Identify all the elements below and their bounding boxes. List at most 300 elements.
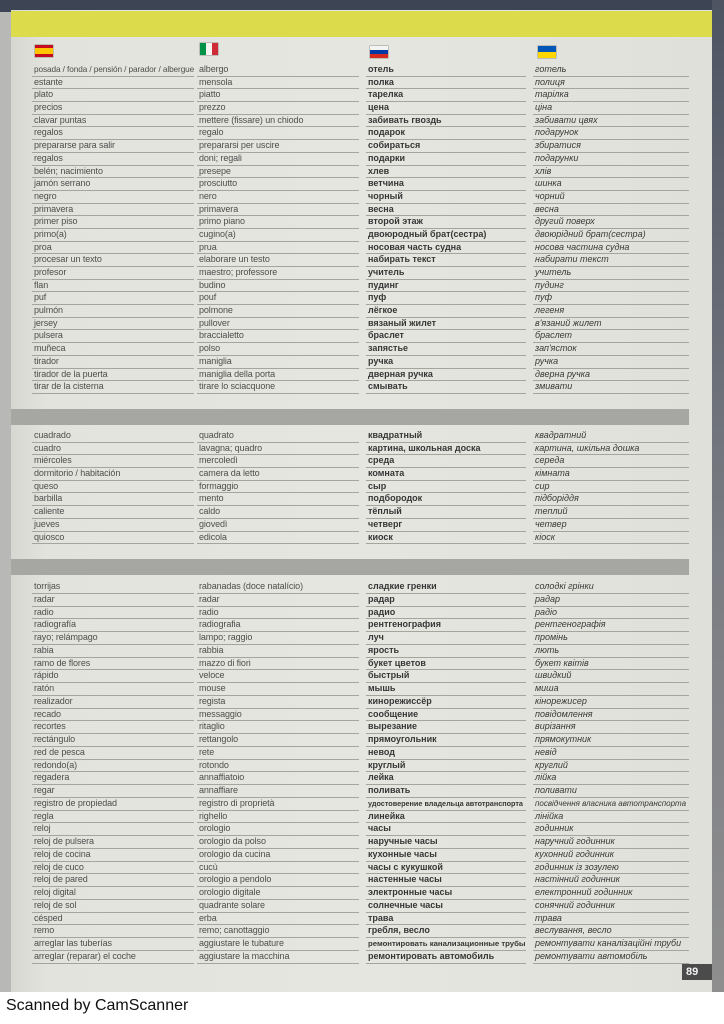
spanish-term: césped (32, 913, 194, 926)
russian-term: хлев (366, 166, 526, 179)
russian-term: подарок (366, 127, 526, 140)
spanish-term: cuadrado (32, 430, 194, 443)
spanish-term: tirador (32, 356, 194, 369)
table-row (0, 951, 724, 964)
table-row (0, 519, 724, 532)
ukrainian-term: двоюрідний брат(сестра) (533, 229, 689, 242)
ukrainian-term: вирізання (533, 721, 689, 734)
italian-term: rettangolo (197, 734, 359, 747)
table-row (0, 747, 724, 760)
russian-term: прямоугольник (366, 734, 526, 747)
table-row (0, 242, 724, 255)
spanish-term: pulsera (32, 330, 194, 343)
italian-term: nero (197, 191, 359, 204)
table-row (0, 532, 724, 545)
ukrainian-term: четвер (533, 519, 689, 532)
russian-term: отель (366, 64, 526, 77)
table-row (0, 874, 724, 887)
italian-term: cugino(a) (197, 229, 359, 242)
table-row (0, 734, 724, 747)
spanish-term: primo(a) (32, 229, 194, 242)
italian-term: remo; canottaggio (197, 925, 359, 938)
ukrainian-term: поливати (533, 785, 689, 798)
russian-term: учитель (366, 267, 526, 280)
russian-term: подарки (366, 153, 526, 166)
russian-term: четверг (366, 519, 526, 532)
spanish-term: regalos (32, 153, 194, 166)
ukrainian-term: ремонтувати каналізаційні труби (533, 938, 689, 951)
russian-term: кухонные часы (366, 849, 526, 862)
table-row (0, 683, 724, 696)
spanish-term: rectángulo (32, 734, 194, 747)
spanish-term: ramo de flores (32, 658, 194, 671)
camscanner-watermark: Scanned by CamScanner (6, 997, 189, 1014)
spanish-term: torrijas (32, 581, 194, 594)
russian-term: второй этаж (366, 216, 526, 229)
russian-term: наручные часы (366, 836, 526, 849)
italian-term: edicola (197, 532, 359, 545)
italian-term: mercoledì (197, 455, 359, 468)
italian-term: orologio digitale (197, 887, 359, 900)
russian-term: лёгкое (366, 305, 526, 318)
ukrainian-term: лійка (533, 772, 689, 785)
italian-term: tirare lo sciacquone (197, 381, 359, 394)
spanish-term: prepararse para salir (32, 140, 194, 153)
italian-term: quadrante solare (197, 900, 359, 913)
ukrainian-term: прямокутник (533, 734, 689, 747)
italian-term: mettere (fissare) un chiodo (197, 115, 359, 128)
ukrainian-term: квадратний (533, 430, 689, 443)
spanish-term: radio (32, 607, 194, 620)
russian-term: сообщение (366, 709, 526, 722)
table-row (0, 481, 724, 494)
russian-term: полка (366, 77, 526, 90)
table-row (0, 115, 724, 128)
russian-term: комната (366, 468, 526, 481)
spanish-term: puf (32, 292, 194, 305)
russian-term: чорный (366, 191, 526, 204)
italian-term: pullover (197, 318, 359, 331)
spanish-term: radiografía (32, 619, 194, 632)
spanish-term: radar (32, 594, 194, 607)
ukrainian-term: шинка (533, 178, 689, 191)
table-row (0, 330, 724, 343)
spanish-term: tirar de la cisterna (32, 381, 194, 394)
russian-term: вязаный жилет (366, 318, 526, 331)
table-row (0, 369, 724, 382)
russian-term: часы (366, 823, 526, 836)
italian-term: camera da letto (197, 468, 359, 481)
spanish-term: pulmón (32, 305, 194, 318)
ukrainian-term: миша (533, 683, 689, 696)
russia-flag-icon (370, 46, 388, 58)
spanish-term: reloj (32, 823, 194, 836)
table-row (0, 645, 724, 658)
ukrainian-term: наручний годинник (533, 836, 689, 849)
italian-term: messaggio (197, 709, 359, 722)
italian-term: radar (197, 594, 359, 607)
russian-term: тёплый (366, 506, 526, 519)
ukrainian-term: трава (533, 913, 689, 926)
table-row (0, 318, 724, 331)
russian-term: тарелка (366, 89, 526, 102)
spanish-term: reloj de sol (32, 900, 194, 913)
table-row (0, 938, 724, 951)
spanish-term: registro de propiedad (32, 798, 194, 811)
spanish-term: muñeca (32, 343, 194, 356)
table-row (0, 493, 724, 506)
spanish-term: rayo; relámpago (32, 632, 194, 645)
ukrainian-term: ремонтувати автомобіль (533, 951, 689, 964)
russian-term: двоюродный брат(сестра) (366, 229, 526, 242)
russian-term: букет цветов (366, 658, 526, 671)
table-row (0, 619, 724, 632)
ukrainian-term: теплий (533, 506, 689, 519)
italian-term: lampo; raggio (197, 632, 359, 645)
russian-term: удостоверение владельца автотранспорта (366, 798, 526, 811)
table-row (0, 191, 724, 204)
russian-term: ремонтировать автомобиль (366, 951, 526, 964)
spanish-term: caliente (32, 506, 194, 519)
table-row (0, 760, 724, 773)
italian-term: erba (197, 913, 359, 926)
table-row (0, 305, 724, 318)
russian-term: носовая часть судна (366, 242, 526, 255)
spanish-term: primavera (32, 204, 194, 217)
spanish-term: tirador de la puerta (32, 369, 194, 382)
italian-term: albergo (197, 64, 359, 77)
italian-term: orologio da polso (197, 836, 359, 849)
spanish-term: jersey (32, 318, 194, 331)
russian-term: гребля, весло (366, 925, 526, 938)
ukrainian-term: тарілка (533, 89, 689, 102)
italian-term: polmone (197, 305, 359, 318)
ukrainian-term: круглий (533, 760, 689, 773)
italian-term: elaborare un testo (197, 254, 359, 267)
spanish-term: flan (32, 280, 194, 293)
ukrainian-term: кімната (533, 468, 689, 481)
ukrainian-term: забивати цвях (533, 115, 689, 128)
italian-term: quadrato (197, 430, 359, 443)
russian-term: мышь (366, 683, 526, 696)
ukrainian-term: чорний (533, 191, 689, 204)
russian-term: сыр (366, 481, 526, 494)
ukrainian-term: промінь (533, 632, 689, 645)
table-row (0, 785, 724, 798)
table-row (0, 140, 724, 153)
russian-term: весна (366, 204, 526, 217)
ukrainian-term: в'язаний жилет (533, 318, 689, 331)
ukrainian-term: годинник із зозулею (533, 862, 689, 875)
russian-term: цена (366, 102, 526, 115)
ukrainian-term: подарунок (533, 127, 689, 140)
ukrainian-term: веслування, весло (533, 925, 689, 938)
table-row (0, 166, 724, 179)
spanish-term: reloj de cocina (32, 849, 194, 862)
table-row (0, 229, 724, 242)
table-row (0, 849, 724, 862)
spanish-term: recortes (32, 721, 194, 734)
spanish-term: estante (32, 77, 194, 90)
italian-term: mensola (197, 77, 359, 90)
russian-term: дверная ручка (366, 369, 526, 382)
table-row (0, 77, 724, 90)
spanish-term: remo (32, 925, 194, 938)
spanish-term: procesar un texto (32, 254, 194, 267)
spanish-term: realizador (32, 696, 194, 709)
russian-term: картина, школьная доска (366, 443, 526, 456)
ukrainian-term: зап'ясток (533, 343, 689, 356)
ukrainian-term: сонячний годинник (533, 900, 689, 913)
italian-term: annaffiatoio (197, 772, 359, 785)
spanish-term: regla (32, 811, 194, 824)
ukrainian-term: посвідчення власника автотранспорта (533, 798, 689, 811)
spanish-term: dormitorio / habitación (32, 468, 194, 481)
ukrainian-term: учитель (533, 267, 689, 280)
russian-term: поливать (366, 785, 526, 798)
table-row (0, 430, 724, 443)
spanish-term: arreglar (reparar) el coche (32, 951, 194, 964)
italian-term: regista (197, 696, 359, 709)
italian-term: righello (197, 811, 359, 824)
italian-term: radio (197, 607, 359, 620)
russian-term: ветчина (366, 178, 526, 191)
italian-term: maestro; professore (197, 267, 359, 280)
ukrainian-term: сир (533, 481, 689, 494)
ukrainian-term: весна (533, 204, 689, 217)
russian-term: квадратный (366, 430, 526, 443)
ukrainian-term: другий поверх (533, 216, 689, 229)
italian-term: registro di proprietà (197, 798, 359, 811)
ukrainian-term: підборіддя (533, 493, 689, 506)
spain-flag-icon (35, 45, 53, 57)
russian-term: пуф (366, 292, 526, 305)
russian-term: линейка (366, 811, 526, 824)
table-row (0, 887, 724, 900)
spanish-term: posada / fonda / pensión / parador / albergue (32, 64, 194, 77)
italian-term: annaffiare (197, 785, 359, 798)
italian-term: orologio (197, 823, 359, 836)
spanish-term: jueves (32, 519, 194, 532)
russian-term: смывать (366, 381, 526, 394)
italian-term: caldo (197, 506, 359, 519)
ukrainian-term: кіоск (533, 532, 689, 545)
italian-term: mento (197, 493, 359, 506)
italian-term: budino (197, 280, 359, 293)
table-row (0, 913, 724, 926)
table-row (0, 267, 724, 280)
ukrainian-term: кінорежисер (533, 696, 689, 709)
italian-term: rabbia (197, 645, 359, 658)
ukrainian-term: лінійка (533, 811, 689, 824)
italian-term: mouse (197, 683, 359, 696)
spanish-term: profesor (32, 267, 194, 280)
italian-term: pouf (197, 292, 359, 305)
italian-term: primo piano (197, 216, 359, 229)
spanish-term: negro (32, 191, 194, 204)
table-row (0, 343, 724, 356)
italian-term: piatto (197, 89, 359, 102)
ukrainian-term: змивати (533, 381, 689, 394)
russian-term: ручка (366, 356, 526, 369)
italian-term: rete (197, 747, 359, 760)
ukrainian-term: солодкі грінки (533, 581, 689, 594)
table-row (0, 811, 724, 824)
italian-term: rotondo (197, 760, 359, 773)
italian-term: primavera (197, 204, 359, 217)
spanish-term: ratón (32, 683, 194, 696)
table-row (0, 216, 724, 229)
spanish-term: primer piso (32, 216, 194, 229)
italian-term: maniglia (197, 356, 359, 369)
italian-term: maniglia della porta (197, 369, 359, 382)
russian-term: трава (366, 913, 526, 926)
table-row (0, 772, 724, 785)
russian-term: собираться (366, 140, 526, 153)
ukrainian-term: швидкий (533, 670, 689, 683)
spanish-term: regar (32, 785, 194, 798)
russian-term: часы с кукушкой (366, 862, 526, 875)
italy-flag-icon (200, 43, 218, 55)
italian-term: ritaglio (197, 721, 359, 734)
table-row (0, 798, 724, 811)
russian-term: лейка (366, 772, 526, 785)
ukrainian-term: рентгенографія (533, 619, 689, 632)
table-row (0, 64, 724, 77)
italian-term: braccialetto (197, 330, 359, 343)
russian-term: браслет (366, 330, 526, 343)
italian-term: presepe (197, 166, 359, 179)
table-row (0, 607, 724, 620)
spanish-term: plato (32, 89, 194, 102)
spanish-term: proa (32, 242, 194, 255)
italian-term: regalo (197, 127, 359, 140)
russian-term: подбородок (366, 493, 526, 506)
spanish-term: belén; nacimiento (32, 166, 194, 179)
italian-term: formaggio (197, 481, 359, 494)
ukrainian-term: електронний годинник (533, 887, 689, 900)
russian-term: забивать гвоздь (366, 115, 526, 128)
table-row (0, 823, 724, 836)
russian-term: вырезание (366, 721, 526, 734)
ukraine-flag-icon (538, 46, 556, 58)
page-number: 89 (682, 964, 712, 980)
yellow-header-band (11, 11, 713, 37)
russian-term: пудинг (366, 280, 526, 293)
table-row (0, 127, 724, 140)
ukrainian-term: готель (533, 64, 689, 77)
italian-term: orologio da cucina (197, 849, 359, 862)
russian-term: радио (366, 607, 526, 620)
ukrainian-term: носова частина судна (533, 242, 689, 255)
spanish-term: clavar puntas (32, 115, 194, 128)
italian-term: prepararsi per uscire (197, 140, 359, 153)
ukrainian-term: невід (533, 747, 689, 760)
ukrainian-term: радар (533, 594, 689, 607)
ukrainian-term: настінний годинник (533, 874, 689, 887)
table-row (0, 356, 724, 369)
table-row (0, 292, 724, 305)
italian-term: aggiustare le tubature (197, 938, 359, 951)
section-1 (0, 64, 724, 394)
ukrainian-term: браслет (533, 330, 689, 343)
spanish-term: reloj digital (32, 887, 194, 900)
table-row (0, 443, 724, 456)
table-row (0, 709, 724, 722)
table-row (0, 455, 724, 468)
ukrainian-term: пуф (533, 292, 689, 305)
table-row (0, 900, 724, 913)
spanish-term: regalos (32, 127, 194, 140)
spanish-term: reloj de cuco (32, 862, 194, 875)
table-row (0, 862, 724, 875)
ukrainian-term: годинник (533, 823, 689, 836)
spanish-term: reloj de pared (32, 874, 194, 887)
ukrainian-term: подарунки (533, 153, 689, 166)
russian-term: радар (366, 594, 526, 607)
ukrainian-term: ручка (533, 356, 689, 369)
table-row (0, 696, 724, 709)
spanish-term: queso (32, 481, 194, 494)
table-row (0, 721, 724, 734)
spanish-term: quiosco (32, 532, 194, 545)
russian-term: кинорежиссёр (366, 696, 526, 709)
table-row (0, 254, 724, 267)
spanish-term: reloj de pulsera (32, 836, 194, 849)
russian-term: киоск (366, 532, 526, 545)
table-row (0, 153, 724, 166)
russian-term: электронные часы (366, 887, 526, 900)
ukrainian-term: лють (533, 645, 689, 658)
russian-term: быстрый (366, 670, 526, 683)
ukrainian-term: радіо (533, 607, 689, 620)
table-row (0, 381, 724, 394)
italian-term: giovedì (197, 519, 359, 532)
italian-term: prezzo (197, 102, 359, 115)
ukrainian-term: легеня (533, 305, 689, 318)
ukrainian-term: пудинг (533, 280, 689, 293)
spanish-term: regadera (32, 772, 194, 785)
table-row (0, 836, 724, 849)
spanish-term: miércoles (32, 455, 194, 468)
section-2 (0, 430, 724, 544)
russian-term: невод (366, 747, 526, 760)
table-row (0, 658, 724, 671)
italian-term: radiografia (197, 619, 359, 632)
table-row (0, 581, 724, 594)
table-row (0, 594, 724, 607)
italian-term: orologio a pendolo (197, 874, 359, 887)
table-row (0, 178, 724, 191)
italian-term: cucù (197, 862, 359, 875)
russian-term: луч (366, 632, 526, 645)
ukrainian-term: хлів (533, 166, 689, 179)
ukrainian-term: середа (533, 455, 689, 468)
spanish-term: arreglar las tuberías (32, 938, 194, 951)
spanish-term: red de pesca (32, 747, 194, 760)
italian-term: veloce (197, 670, 359, 683)
italian-term: mazzo di fiori (197, 658, 359, 671)
russian-term: круглый (366, 760, 526, 773)
spanish-term: cuadro (32, 443, 194, 456)
spanish-term: barbilla (32, 493, 194, 506)
italian-term: lavagna; quadro (197, 443, 359, 456)
section-3 (0, 581, 724, 964)
spanish-term: rabia (32, 645, 194, 658)
table-row (0, 670, 724, 683)
spanish-term: redondo(a) (32, 760, 194, 773)
table-row (0, 102, 724, 115)
